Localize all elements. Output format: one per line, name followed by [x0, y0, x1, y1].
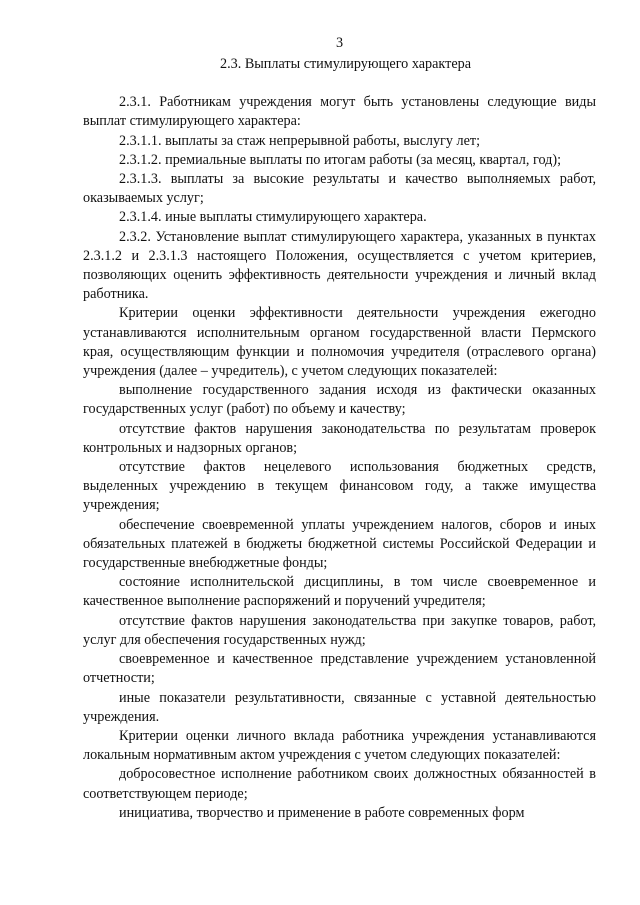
paragraph-2-3-2: 2.3.2. Установление выплат стимулирующего характера, указанных в пунктах 2.3.1.2 и 2.3.1.3 настоящего Положения, осуществляется с учетом критериев, позволяющих оценить эффективность деятельности учреждения и личный вклад работника. [83, 228, 596, 303]
document-page [83, 34, 596, 823]
criteria-item: обеспечение своевременной уплаты учреждением налогов, сборов и иных обязательных платежей в бюджеты бюджетной системы Российской Федерации и государственные внебюджетные фонды; [83, 516, 596, 572]
paragraph-2-3-1-3: 2.3.1.3. выплаты за высокие результаты и качество выполняемых работ, оказываемых услуг; [83, 171, 596, 207]
page-number: 3 [335, 35, 344, 51]
criteria-item: иные показатели результативности, связанные с уставной деятельностью учреждения. [83, 689, 596, 725]
section-title: 2.3. Выплаты стимулирующего характера [219, 56, 472, 72]
criteria-item: инициатива, творчество и применение в работе современных форм [119, 804, 525, 821]
paragraph-2-3-1-1: 2.3.1.1. выплаты за стаж непрерывной работы, выслугу лет; [119, 132, 481, 149]
criteria-item: состояние исполнительской дисциплины, в том числе своевременное и качественное выполнение распоряжений и поручений учредителя; [83, 574, 596, 610]
criteria-item: отсутствие фактов нецелевого использования бюджетных средств, выделенных учреждению в текущем финансовом году, а также имущества учреждения; [83, 459, 596, 514]
paragraph-2-3-1-4: 2.3.1.4. иные выплаты стимулирующего характера. [119, 209, 427, 226]
criteria-item: отсутствие фактов нарушения законодательства при закупке товаров, работ, услуг для обеспечения государственных нужд; [83, 612, 596, 648]
criteria-item: своевременное и качественное представление учреждением установленной отчетности; [83, 651, 596, 687]
paragraph-institution-criteria: Критерии оценки эффективности деятельности учреждения ежегодно устанавливаются исполнительным органом государственной власти Пермского края, осуществляющим функции и полномочия учредителя (отраслевого органа) учреждения (далее – учредитель), с учетом следующих показателей: [83, 305, 596, 380]
criteria-item: добросовестное исполнение работником своих должностных обязанностей в соответствующем периоде; [83, 766, 596, 802]
criteria-item: отсутствие фактов нарушения законодательства по результатам проверок контрольных и надзорных органов; [83, 420, 596, 456]
paragraph-2-3-1: 2.3.1. Работникам учреждения могут быть установлены следующие виды выплат стимулирующего характера: [83, 94, 596, 130]
paragraph-2-3-1-2: 2.3.1.2. премиальные выплаты по итогам работы (за месяц, квартал, год); [119, 151, 562, 168]
criteria-item: выполнение государственного задания исходя из фактически оказанных государственных услуг (работ) по объему и качеству; [83, 382, 596, 418]
paragraph-employee-criteria: Критерии оценки личного вклада работника учреждения устанавливаются локальным нормативным актом учреждения с учетом следующих показателей: [83, 727, 596, 764]
